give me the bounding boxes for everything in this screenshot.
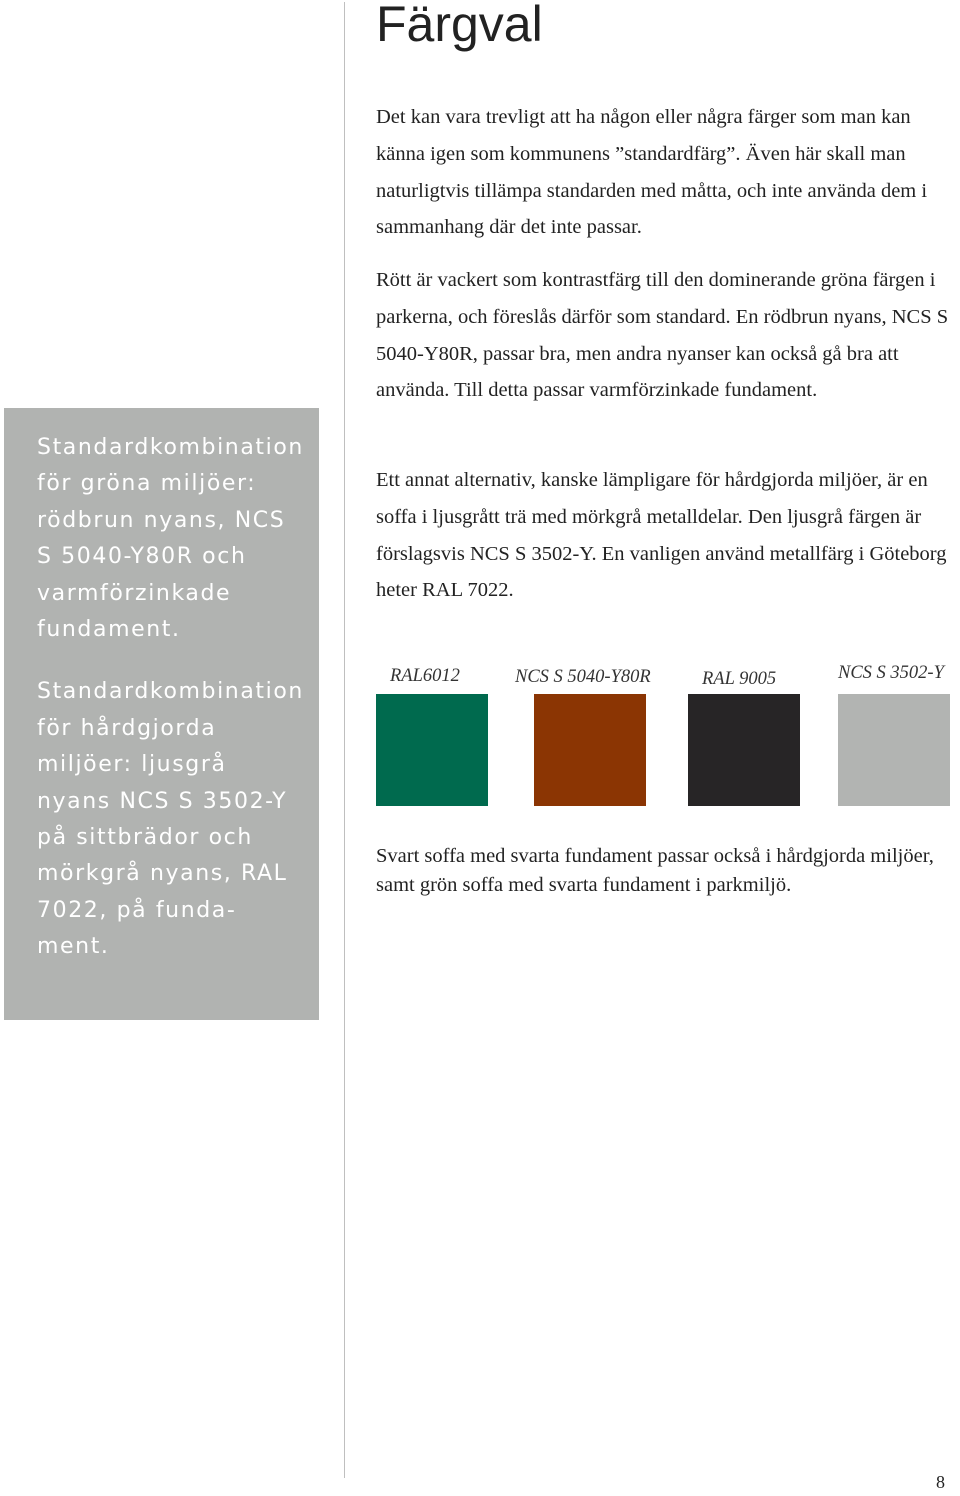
color-swatch-black [688,694,800,806]
paragraph-text: Ett annat alternativ, kanske lämpligare för hårdgjorda miljöer, är en soffa i ljusgrått trä med mörkgrå metalldelar. Den ljusgrå färgen är förslagsvis NCS S 3502-Y. En vanligen använd metallfärg i Göteborg heter RAL 7022. [376,469,947,602]
swatch-caption [376,842,956,900]
body-paragraph-1 [376,99,956,246]
sidebar-note-hard: Standardkombination för hårdgjorda miljöer: ljusgrå nyans NCS S 3502-Y på sittbrädor och mörkgrå nyans, RAL 7022, på funda-ment. [37,679,304,960]
swatch-label-ncs-3502: NCS S 3502-Y [838,663,944,683]
column-divider [344,2,345,1478]
color-swatch-redbrown [534,694,646,806]
paragraph-text: Rött är vackert som kontrastfärg till den dominerande gröna färgen i parkerna, och föreslås därför som standard. En rödbrun nyans, NCS S 5040-Y80R, passar bra, men andra nyanser kan också gå bra att använda. Till detta passar varmförzinkade fundament. [376,269,949,402]
body-paragraph-3 [376,462,956,609]
body-paragraph-2 [376,262,956,409]
color-swatch-lightgrey [838,694,950,806]
color-swatch-green [376,694,488,806]
page-number: 8 [936,1472,945,1492]
swatch-label-ral9005: RAL 9005 [702,669,777,689]
page-title: Färgval [376,0,543,52]
sidebar-note-green: Standardkombination för gröna miljöer: rödbrun nyans, NCS S 5040-Y80R och varmförzinkade fundament. [37,435,304,643]
swatch-label-ncs-5040: NCS S 5040-Y80R [515,667,651,687]
paragraph-text: Det kan vara trevligt att ha någon eller några färger som man kan känna igen som kommunens ”standardfärg”. Även här skall man naturligtvis tillämpa standarden med måtta, och inte använda dem i sammanhang där det inte passar. [376,106,928,239]
caption-text: Svart soffa med svarta fundament passar också i hårdgjorda miljöer, samt grön soffa med svarta fundament i parkmiljö. [376,845,934,896]
swatch-label-ral6012: RAL6012 [390,666,460,686]
sidebar-note-box [4,408,319,1020]
